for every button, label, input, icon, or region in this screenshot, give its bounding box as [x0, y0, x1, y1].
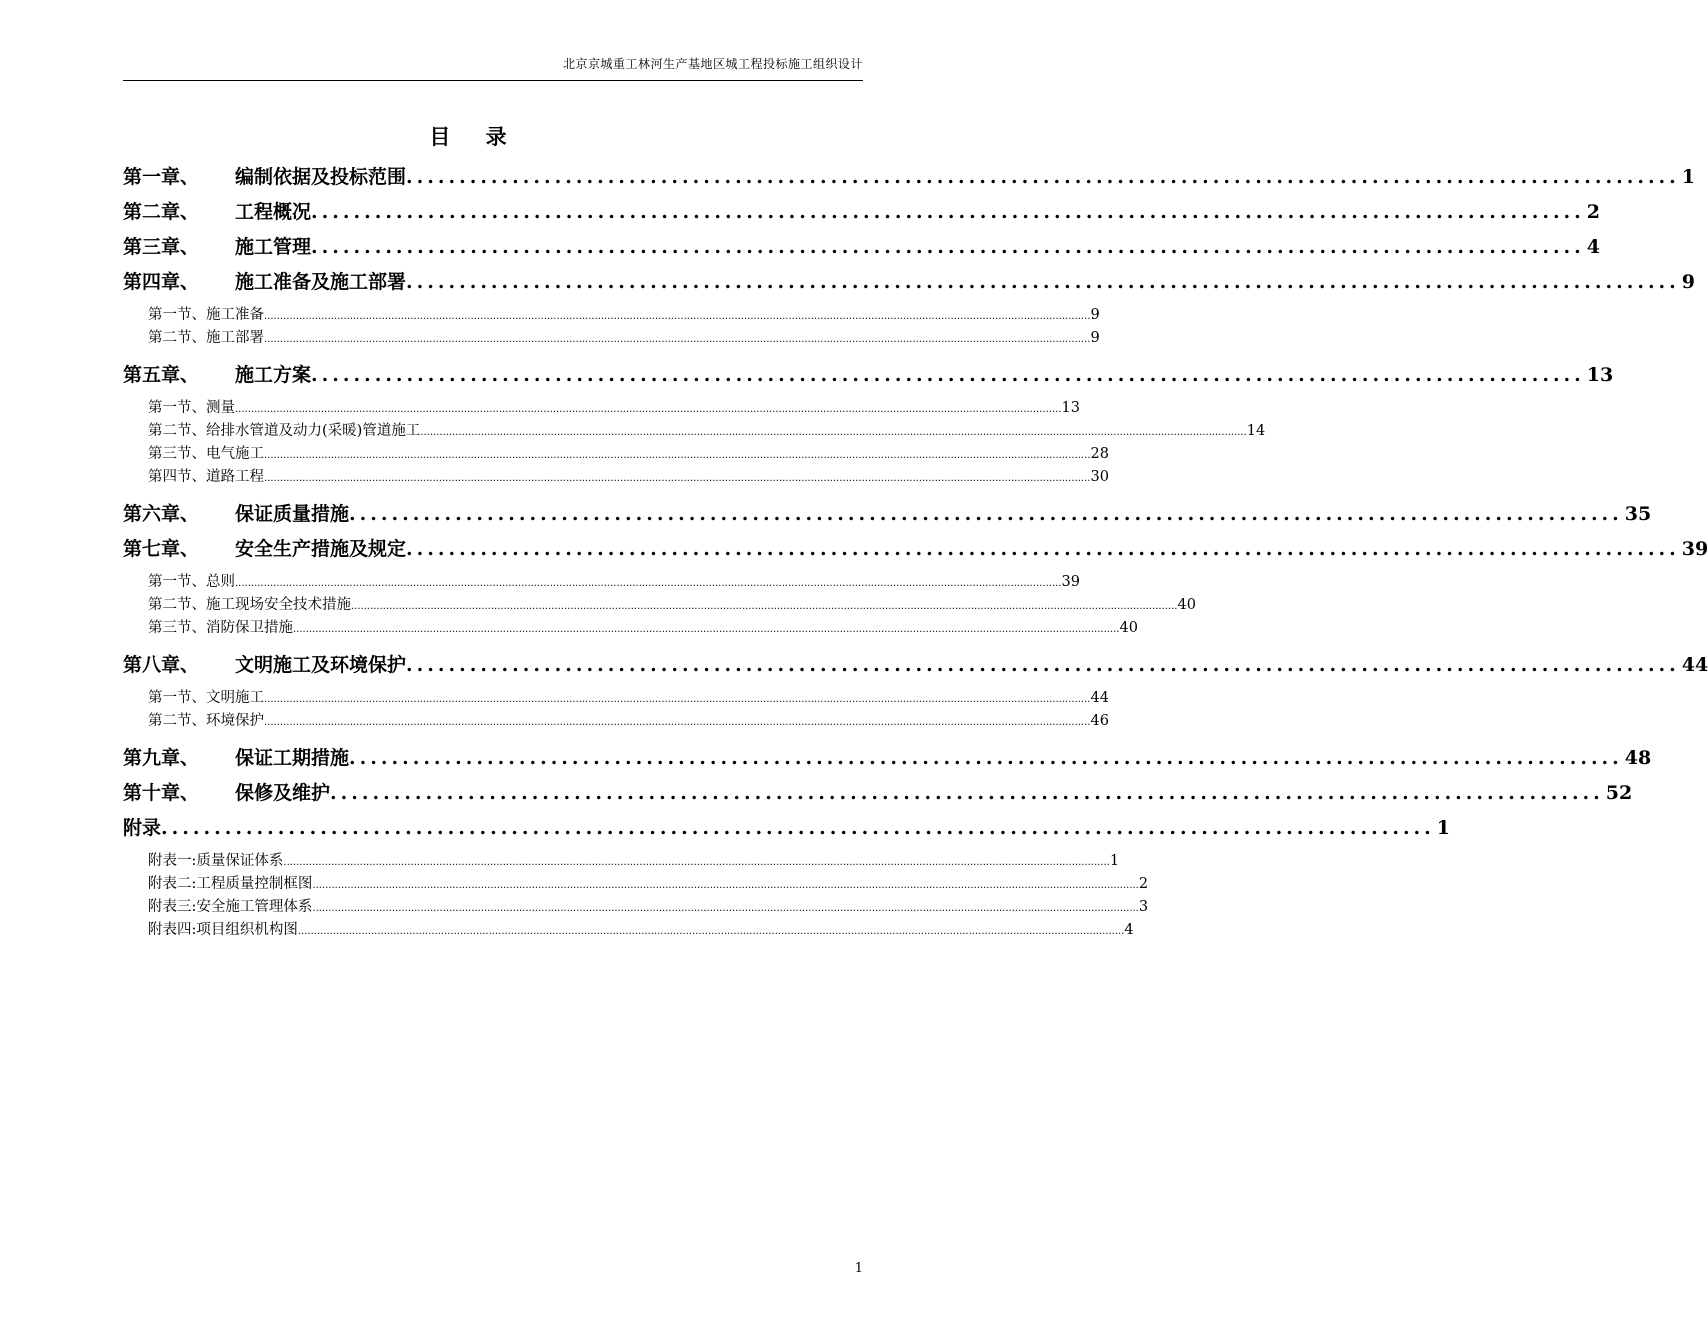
- toc-page-number: 9: [1090, 307, 1100, 323]
- toc-chapter-entry[interactable]: [123, 160, 1696, 195]
- toc-dot-leader: ....................................................................................................................................................................................................................................................................: [312, 903, 1139, 914]
- toc-entry-title: 附表四:项目组织机构图: [148, 922, 298, 938]
- toc-dot-leader: ........................................................................................................................: [406, 538, 1680, 560]
- toc-title: 目 录: [429, 124, 521, 149]
- toc-page-number: 1: [1109, 853, 1120, 869]
- toc-page-number: 13: [1586, 364, 1614, 386]
- toc-chapter-number: 第一章、: [123, 166, 200, 188]
- toc-dot-leader: ....................................................................................................................................................................................................................................................................: [283, 857, 1110, 868]
- toc-page-number: 40: [1177, 597, 1196, 613]
- page-header: [123, 56, 863, 81]
- toc-page-number: 13: [1061, 400, 1080, 416]
- toc-entry-title: 附表一:质量保证体系: [148, 853, 284, 869]
- toc-section-entry[interactable]: [123, 617, 1138, 640]
- toc-entry-title: 文明施工及环境保护: [235, 654, 407, 676]
- toc-entry-title: 第二节、环境保护: [148, 713, 264, 729]
- toc-dot-leader: ........................................................................................................................: [161, 817, 1435, 839]
- toc-entry-title: 第一节、文明施工: [148, 690, 264, 706]
- toc-entry-title: 第一节、施工准备: [148, 307, 264, 323]
- toc-entry-title: 第一节、总则: [148, 574, 235, 590]
- toc-page-number: 9: [1090, 330, 1100, 346]
- toc-entry-title: 附表三:安全施工管理体系: [148, 899, 313, 915]
- toc-chapter-number: 第八章、: [123, 654, 200, 676]
- toc-page-number: 2: [1586, 201, 1601, 223]
- toc-dot-leader: ........................................................................................................................: [311, 201, 1585, 223]
- toc-page-number: 14: [1246, 423, 1266, 439]
- toc-page-number: 40: [1119, 620, 1138, 636]
- toc-page-number: 1: [1436, 817, 1451, 839]
- toc-chapter-entry[interactable]: [123, 741, 1652, 776]
- toc-chapter-number: 第三章、: [123, 236, 200, 258]
- toc-chapter-entry[interactable]: [123, 497, 1652, 532]
- toc-dot-leader: ....................................................................................................................................................................................................................................................................: [293, 624, 1120, 635]
- toc-dot-leader: ....................................................................................................................................................................................................................................................................: [264, 311, 1091, 322]
- toc-section-entry[interactable]: [123, 919, 1134, 942]
- toc-dot-leader: ........................................................................................................................: [406, 654, 1680, 676]
- table-of-contents: [123, 160, 1708, 942]
- toc-dot-leader: ........................................................................................................................: [311, 364, 1585, 386]
- toc-dot-leader: ........................................................................................................................: [406, 271, 1680, 293]
- toc-dot-leader: ........................................................................................................................: [330, 782, 1604, 804]
- toc-section-entry[interactable]: [123, 466, 1109, 489]
- toc-chapter-entry[interactable]: [123, 265, 1696, 300]
- toc-entry-title: 第四节、道路工程: [148, 469, 264, 485]
- toc-chapter-number: 第五章、: [123, 364, 200, 386]
- toc-dot-leader: ........................................................................................................................: [349, 747, 1623, 769]
- toc-dot-leader: ....................................................................................................................................................................................................................................................................: [264, 694, 1091, 705]
- toc-entry-title: 第一节、测量: [148, 400, 235, 416]
- toc-page-number: 39: [1681, 538, 1708, 560]
- toc-section-entry[interactable]: [123, 896, 1149, 919]
- toc-chapter-entry[interactable]: [123, 811, 1451, 846]
- toc-section-entry[interactable]: [123, 420, 1266, 443]
- toc-entry-title: 第二节、施工现场安全技术措施: [148, 597, 351, 613]
- toc-dot-leader: ........................................................................................................................: [349, 503, 1623, 525]
- toc-dot-leader: ....................................................................................................................................................................................................................................................................: [264, 473, 1091, 484]
- toc-dot-leader: ....................................................................................................................................................................................................................................................................: [351, 601, 1178, 612]
- toc-page-number: 52: [1605, 782, 1633, 804]
- toc-page-number: 2: [1138, 876, 1149, 892]
- header-text: 北京京城重工林河生产基地区城工程投标施工组织设计: [562, 57, 863, 71]
- toc-page-number: 44: [1090, 690, 1109, 706]
- toc-section-entry[interactable]: [123, 571, 1080, 594]
- toc-entry-title: 保证工期措施: [235, 747, 350, 769]
- toc-page-number: 4: [1586, 236, 1601, 258]
- toc-dot-leader: ....................................................................................................................................................................................................................................................................: [264, 334, 1091, 345]
- toc-dot-leader: ....................................................................................................................................................................................................................................................................: [297, 926, 1125, 937]
- toc-section-entry[interactable]: [123, 397, 1080, 420]
- toc-entry-title: 附表二:工程质量控制框图: [148, 876, 313, 892]
- toc-section-entry[interactable]: [123, 687, 1109, 710]
- toc-page-number: 35: [1624, 503, 1652, 525]
- toc-chapter-entry[interactable]: [123, 230, 1601, 265]
- toc-section-entry[interactable]: [123, 873, 1149, 896]
- toc-chapter-number: 第二章、: [123, 201, 200, 223]
- toc-entry-title: 施工方案: [235, 364, 312, 386]
- toc-entry-title: 保证质量措施: [235, 503, 350, 525]
- toc-entry-title: 附录: [123, 817, 162, 839]
- toc-entry-title: 第三节、电气施工: [148, 446, 264, 462]
- toc-section-entry[interactable]: [123, 594, 1196, 617]
- toc-page-number: 44: [1681, 654, 1708, 676]
- toc-entry-title: 编制依据及投标范围: [235, 166, 407, 188]
- toc-section-entry[interactable]: [123, 710, 1109, 733]
- toc-chapter-entry[interactable]: [123, 195, 1601, 230]
- toc-page-number: 4: [1124, 922, 1134, 938]
- toc-page-number: 28: [1090, 446, 1109, 462]
- toc-entry-title: 施工管理: [235, 236, 312, 258]
- toc-page-number: 1: [1681, 166, 1696, 188]
- toc-page-number: 46: [1090, 713, 1109, 729]
- toc-chapter-number: 第四章、: [123, 271, 200, 293]
- toc-section-entry[interactable]: [123, 327, 1100, 350]
- toc-section-entry[interactable]: [123, 304, 1100, 327]
- toc-entry-title: 工程概况: [235, 201, 312, 223]
- toc-chapter-entry[interactable]: [123, 532, 1708, 567]
- toc-dot-leader: ....................................................................................................................................................................................................................................................................: [235, 578, 1062, 589]
- toc-chapter-number: 第六章、: [123, 503, 200, 525]
- toc-entry-title: 第三节、消防保卫措施: [148, 620, 293, 636]
- toc-entry-title: 安全生产措施及规定: [235, 538, 407, 560]
- toc-page-number: 3: [1138, 899, 1149, 915]
- toc-chapter-number: 第七章、: [123, 538, 200, 560]
- toc-dot-leader: ........................................................................................................................: [311, 236, 1585, 258]
- toc-page-number: 30: [1090, 469, 1109, 485]
- toc-dot-leader: ....................................................................................................................................................................................................................................................................: [235, 404, 1062, 415]
- toc-chapter-number: 第十章、: [123, 782, 200, 804]
- toc-dot-leader: ....................................................................................................................................................................................................................................................................: [264, 717, 1091, 728]
- toc-dot-leader: ....................................................................................................................................................................................................................................................................: [264, 450, 1091, 461]
- toc-page-number: 9: [1681, 271, 1696, 293]
- toc-entry-title: 第二节、施工部署: [148, 330, 264, 346]
- toc-chapter-number: 第九章、: [123, 747, 200, 769]
- toc-chapter-entry[interactable]: [123, 776, 1633, 811]
- toc-page-number: 48: [1624, 747, 1652, 769]
- toc-entry-title: 第二节、给排水管道及动力(采暖)管道施工: [148, 423, 421, 439]
- toc-dot-leader: ....................................................................................................................................................................................................................................................................: [420, 427, 1247, 438]
- page-number: 1: [854, 1261, 863, 1276]
- toc-dot-leader: ........................................................................................................................: [406, 166, 1680, 188]
- toc-dot-leader: ....................................................................................................................................................................................................................................................................: [312, 880, 1139, 891]
- toc-entry-title: 保修及维护: [235, 782, 331, 804]
- toc-section-entry[interactable]: [123, 443, 1109, 466]
- toc-chapter-entry[interactable]: [123, 358, 1614, 393]
- toc-chapter-entry[interactable]: [123, 648, 1708, 683]
- toc-entry-title: 施工准备及施工部署: [235, 271, 407, 293]
- toc-section-entry[interactable]: [123, 850, 1120, 873]
- toc-page-number: 39: [1061, 574, 1080, 590]
